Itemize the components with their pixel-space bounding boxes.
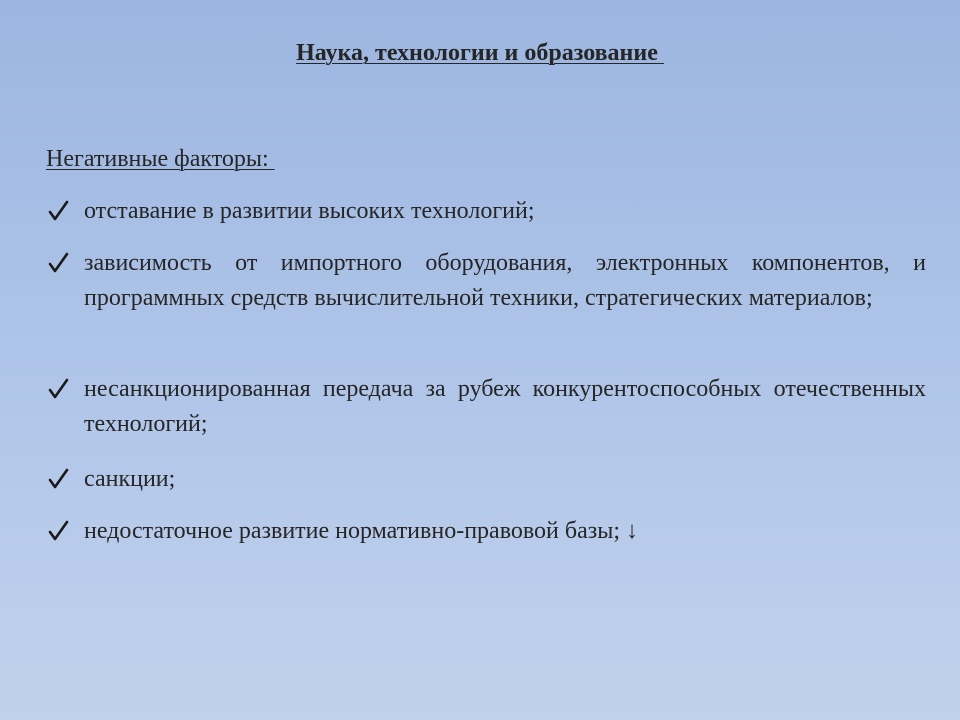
slide-title: Наука, технологии и образование <box>296 40 664 66</box>
list-item-text: санкции; <box>84 466 176 492</box>
checkmark-icon <box>46 194 72 228</box>
list-item <box>46 462 926 497</box>
checkmark-icon <box>46 462 72 496</box>
list-item-text: зависимость от импортного оборудования, электронных компонентов, и программных средств вычислительной техники, стратегических материалов; <box>84 250 926 311</box>
list-item <box>46 372 926 442</box>
checkmark-icon <box>46 372 72 406</box>
list-item <box>46 514 926 549</box>
list-item <box>46 194 926 229</box>
checkmark-icon <box>46 246 72 280</box>
checkmark-icon <box>46 514 72 548</box>
list-item <box>46 246 926 316</box>
list-item-text: отставание в развитии высоких технологий; <box>84 198 535 224</box>
list-item-text: несанкционированная передача за рубеж конкурентоспособных отечественных технологий; <box>84 376 926 437</box>
negative-factors-heading: Негативные факторы: <box>46 146 275 172</box>
list-item-text: недостаточное развитие нормативно-правовой базы; ↓ <box>84 518 639 544</box>
